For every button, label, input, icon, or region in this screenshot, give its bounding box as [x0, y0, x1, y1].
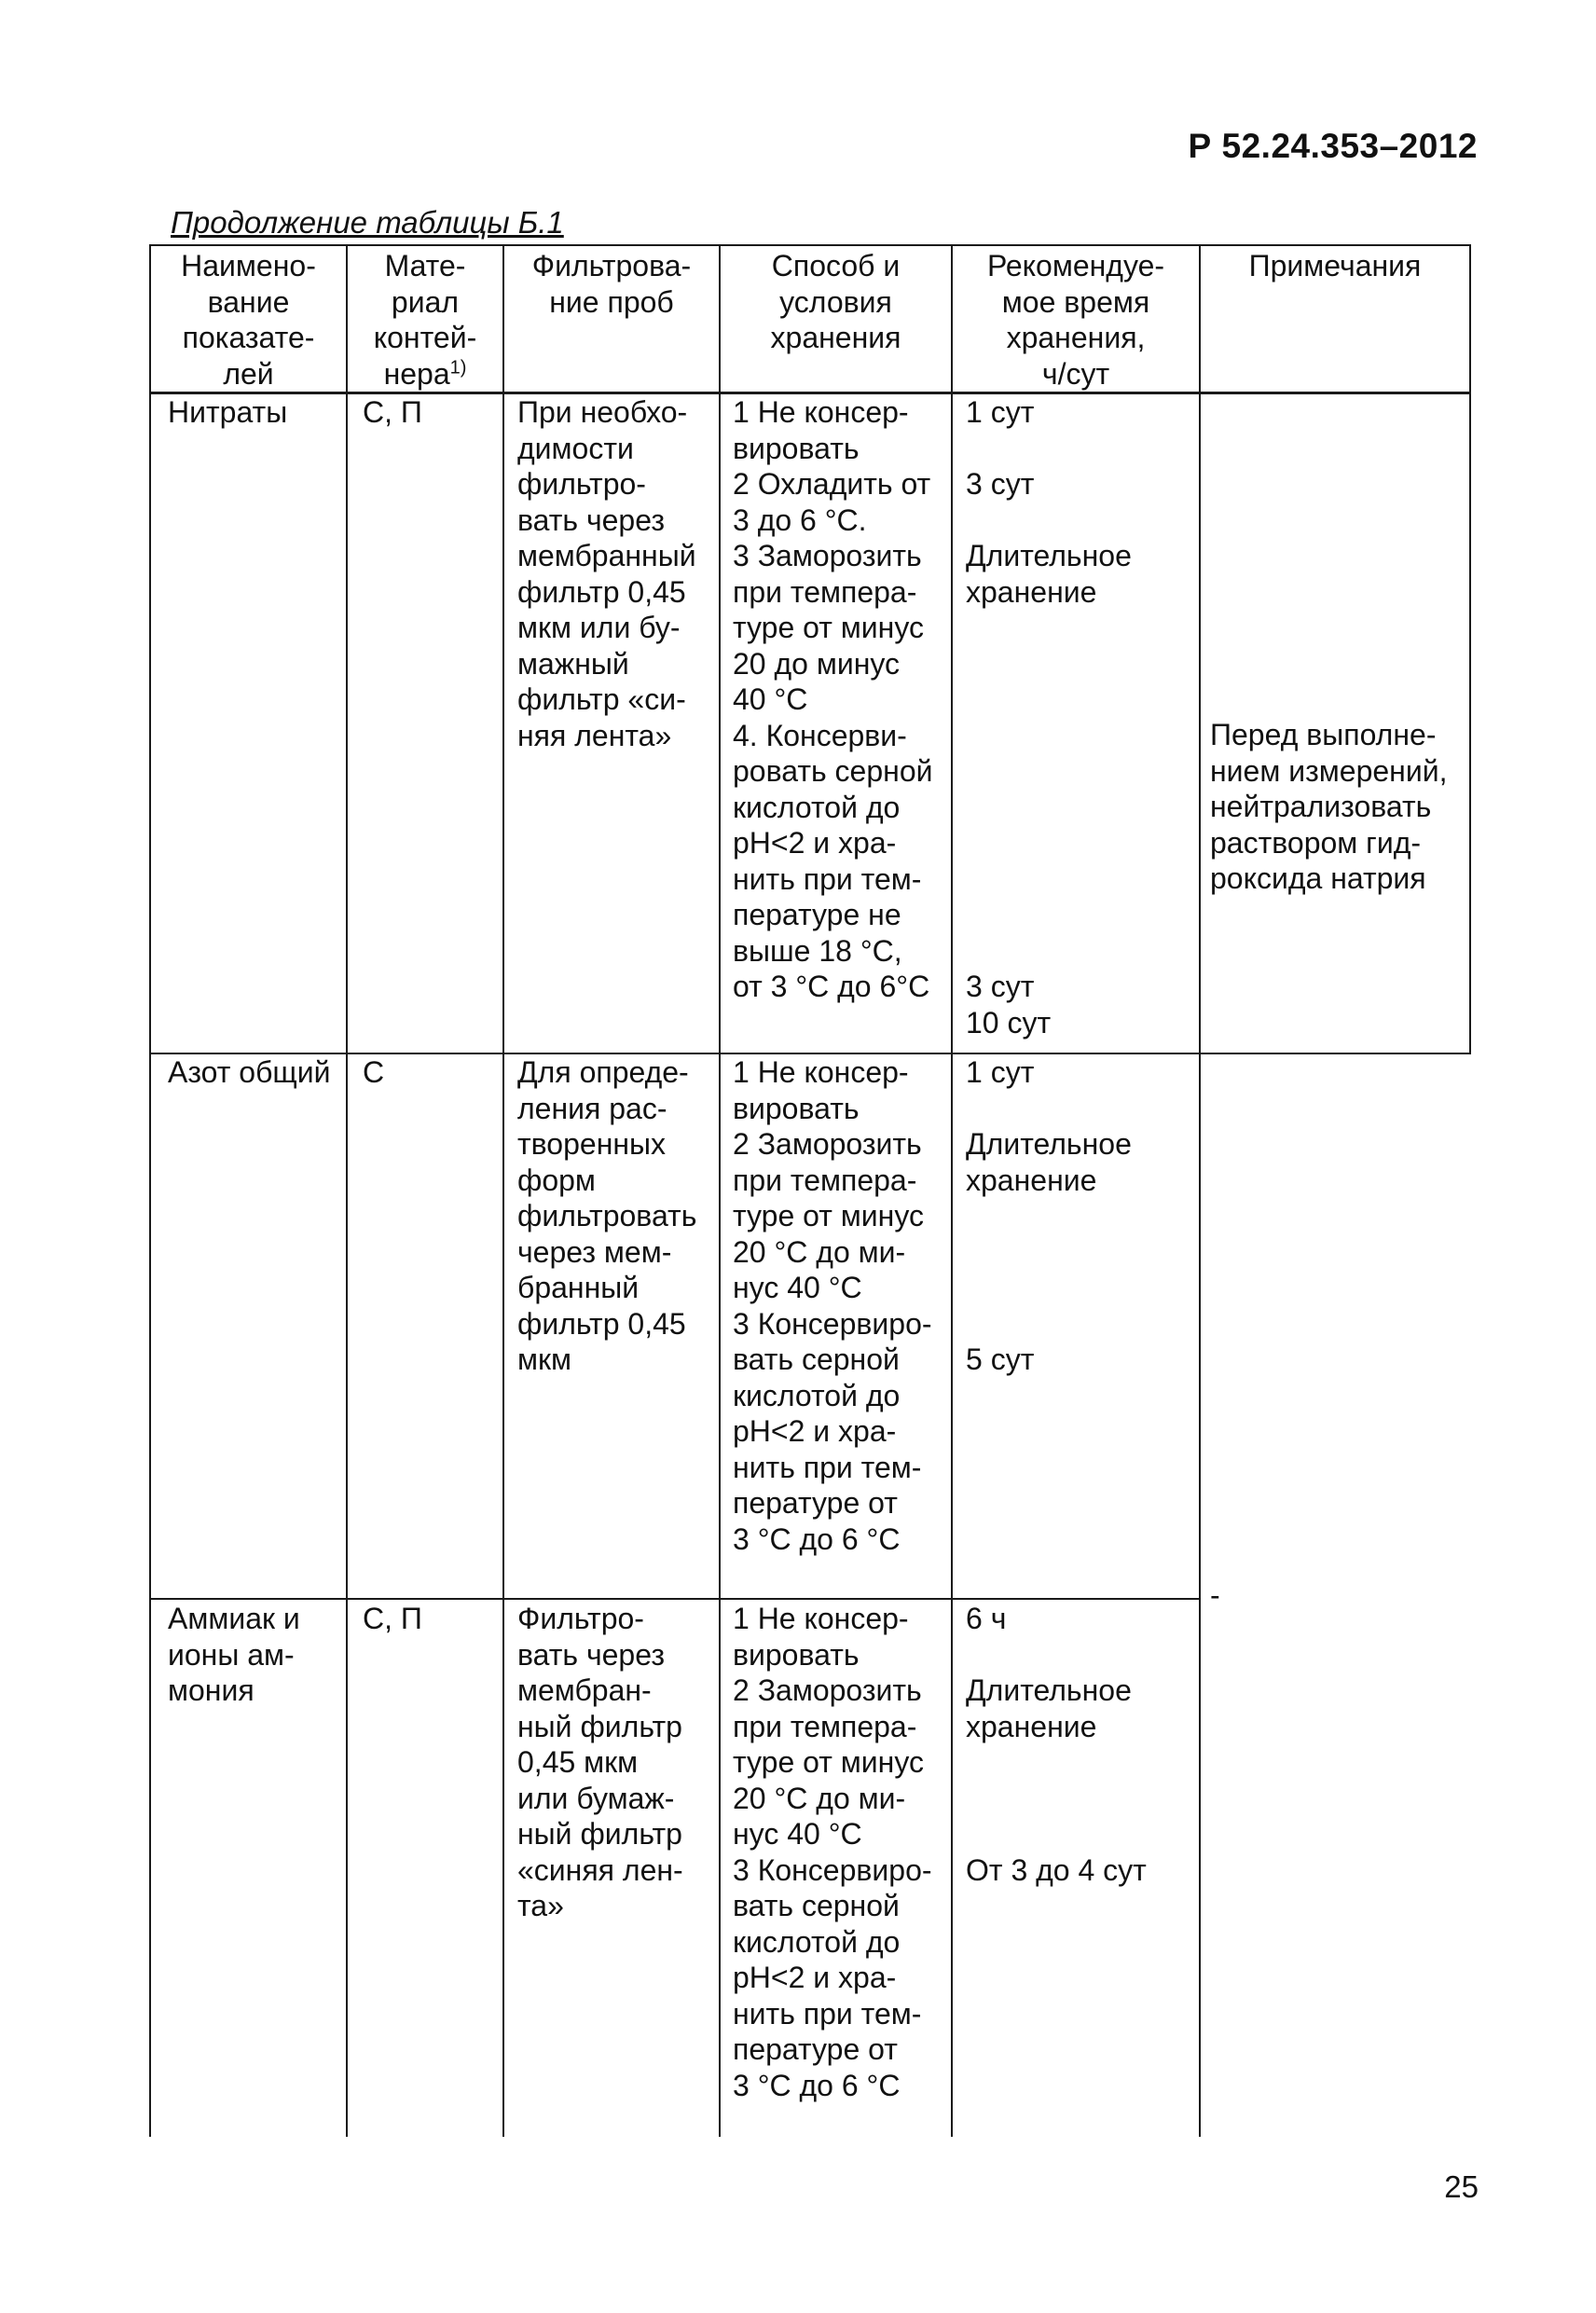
- header-time: Рекомендуе- мое время хранения, ч/сут: [986, 249, 1165, 391]
- row2-time-2: Длительное хранение: [966, 1127, 1132, 1197]
- column-border: [149, 244, 151, 2137]
- row-divider: [1199, 1053, 1471, 1054]
- row2-method: 1 Не консер- вировать 2 Заморозить при темпера- туре от минус 20 °С до ми- нус 40 °С 3 Консервиро- вать серной кислотой до pH<2 и хра- нить при тем- пературе от 3 °С до 6 °С: [733, 1055, 932, 1556]
- column-border: [502, 244, 504, 2137]
- table-caption: Продолжение таблицы Б.1: [171, 205, 564, 240]
- row3-method: 1 Не консер- вировать 2 Заморозить при темпера- туре от минус 20 °С до ми- нус 40 °С 3 Консервиро- вать серной кислотой до pH<2 и хра- нить при тем- пературе от 3 °С до 6 °С: [733, 1602, 932, 2102]
- row1-filtering: При необхо- димости фильтро- вать через мембранный фильтр 0,45 мкм или бу- мажный фильтр «си- няя лента»: [517, 395, 696, 752]
- column-border: [719, 244, 721, 2137]
- row1-name: Нитраты: [168, 395, 288, 429]
- row-divider: [149, 1598, 1199, 1600]
- row3-name: Аммиак и ионы ам- мония: [168, 1602, 300, 1707]
- row2-note: -: [1210, 1578, 1220, 1612]
- header-material-footnote: 1): [449, 356, 467, 378]
- document-code: Р 52.24.353–2012: [1188, 127, 1478, 165]
- row1-time-4: 3 сут 10 сут: [966, 970, 1052, 1039]
- header-filtering: Фильтрова- ние проб: [531, 249, 692, 319]
- header-notes: Примечания: [1248, 249, 1422, 282]
- row2-filtering: Для опреде- ления рас- творенных форм фильтровать через мем- бранный фильтр 0,45 мкм: [517, 1055, 697, 1376]
- header-material: [348, 248, 502, 392]
- storage-table: [149, 244, 1471, 2137]
- header-name: Наимено- вание показате- лей: [181, 249, 316, 391]
- row3-time-1: 6 ч: [966, 1602, 1007, 1635]
- header-material-text: Мате- риал контей- нера: [373, 249, 477, 391]
- row1-note: Перед выполне- нием измерений, нейтрализовать раствором гид- роксида натрия: [1210, 718, 1448, 895]
- row1-material: С, П: [363, 395, 422, 429]
- row1-method: 1 Не консер- вировать 2 Охладить от 3 до 6 °С. 3 Заморозить при темпера- туре от минус 20 до минус 40 °С 4. Консерви- ровать серной кислотой до pH<2 и хра- нить при тем- пературе не выше 18 °С, от 3 °С до 6°С: [733, 395, 933, 1003]
- row3-material: С, П: [363, 1602, 422, 1635]
- column-border: [1469, 244, 1471, 1053]
- row2-material: С: [363, 1055, 385, 1089]
- row3-time-3: От 3 до 4 сут: [966, 1853, 1147, 1887]
- header-method: Способ и условия хранения: [770, 249, 901, 354]
- page-number: 25: [1444, 2169, 1479, 2204]
- row1-time-1: 1 сут: [966, 395, 1035, 429]
- row2-time-1: 1 сут: [966, 1055, 1035, 1089]
- column-border: [1199, 244, 1201, 2137]
- row3-time-2: Длительное хранение: [966, 1673, 1132, 1743]
- column-border: [346, 244, 348, 2137]
- row1-time-3: Длительное хранение: [966, 539, 1132, 609]
- column-border: [951, 244, 953, 2137]
- row2-time-3: 5 сут: [966, 1342, 1035, 1376]
- row3-filtering: Фильтро- вать через мембран- ный фильтр 0,45 мкм или бумаж- ный фильтр «синяя лен- та»: [517, 1602, 683, 1922]
- row2-name: Азот общий: [168, 1055, 331, 1089]
- row1-time-2: 3 сут: [966, 467, 1035, 501]
